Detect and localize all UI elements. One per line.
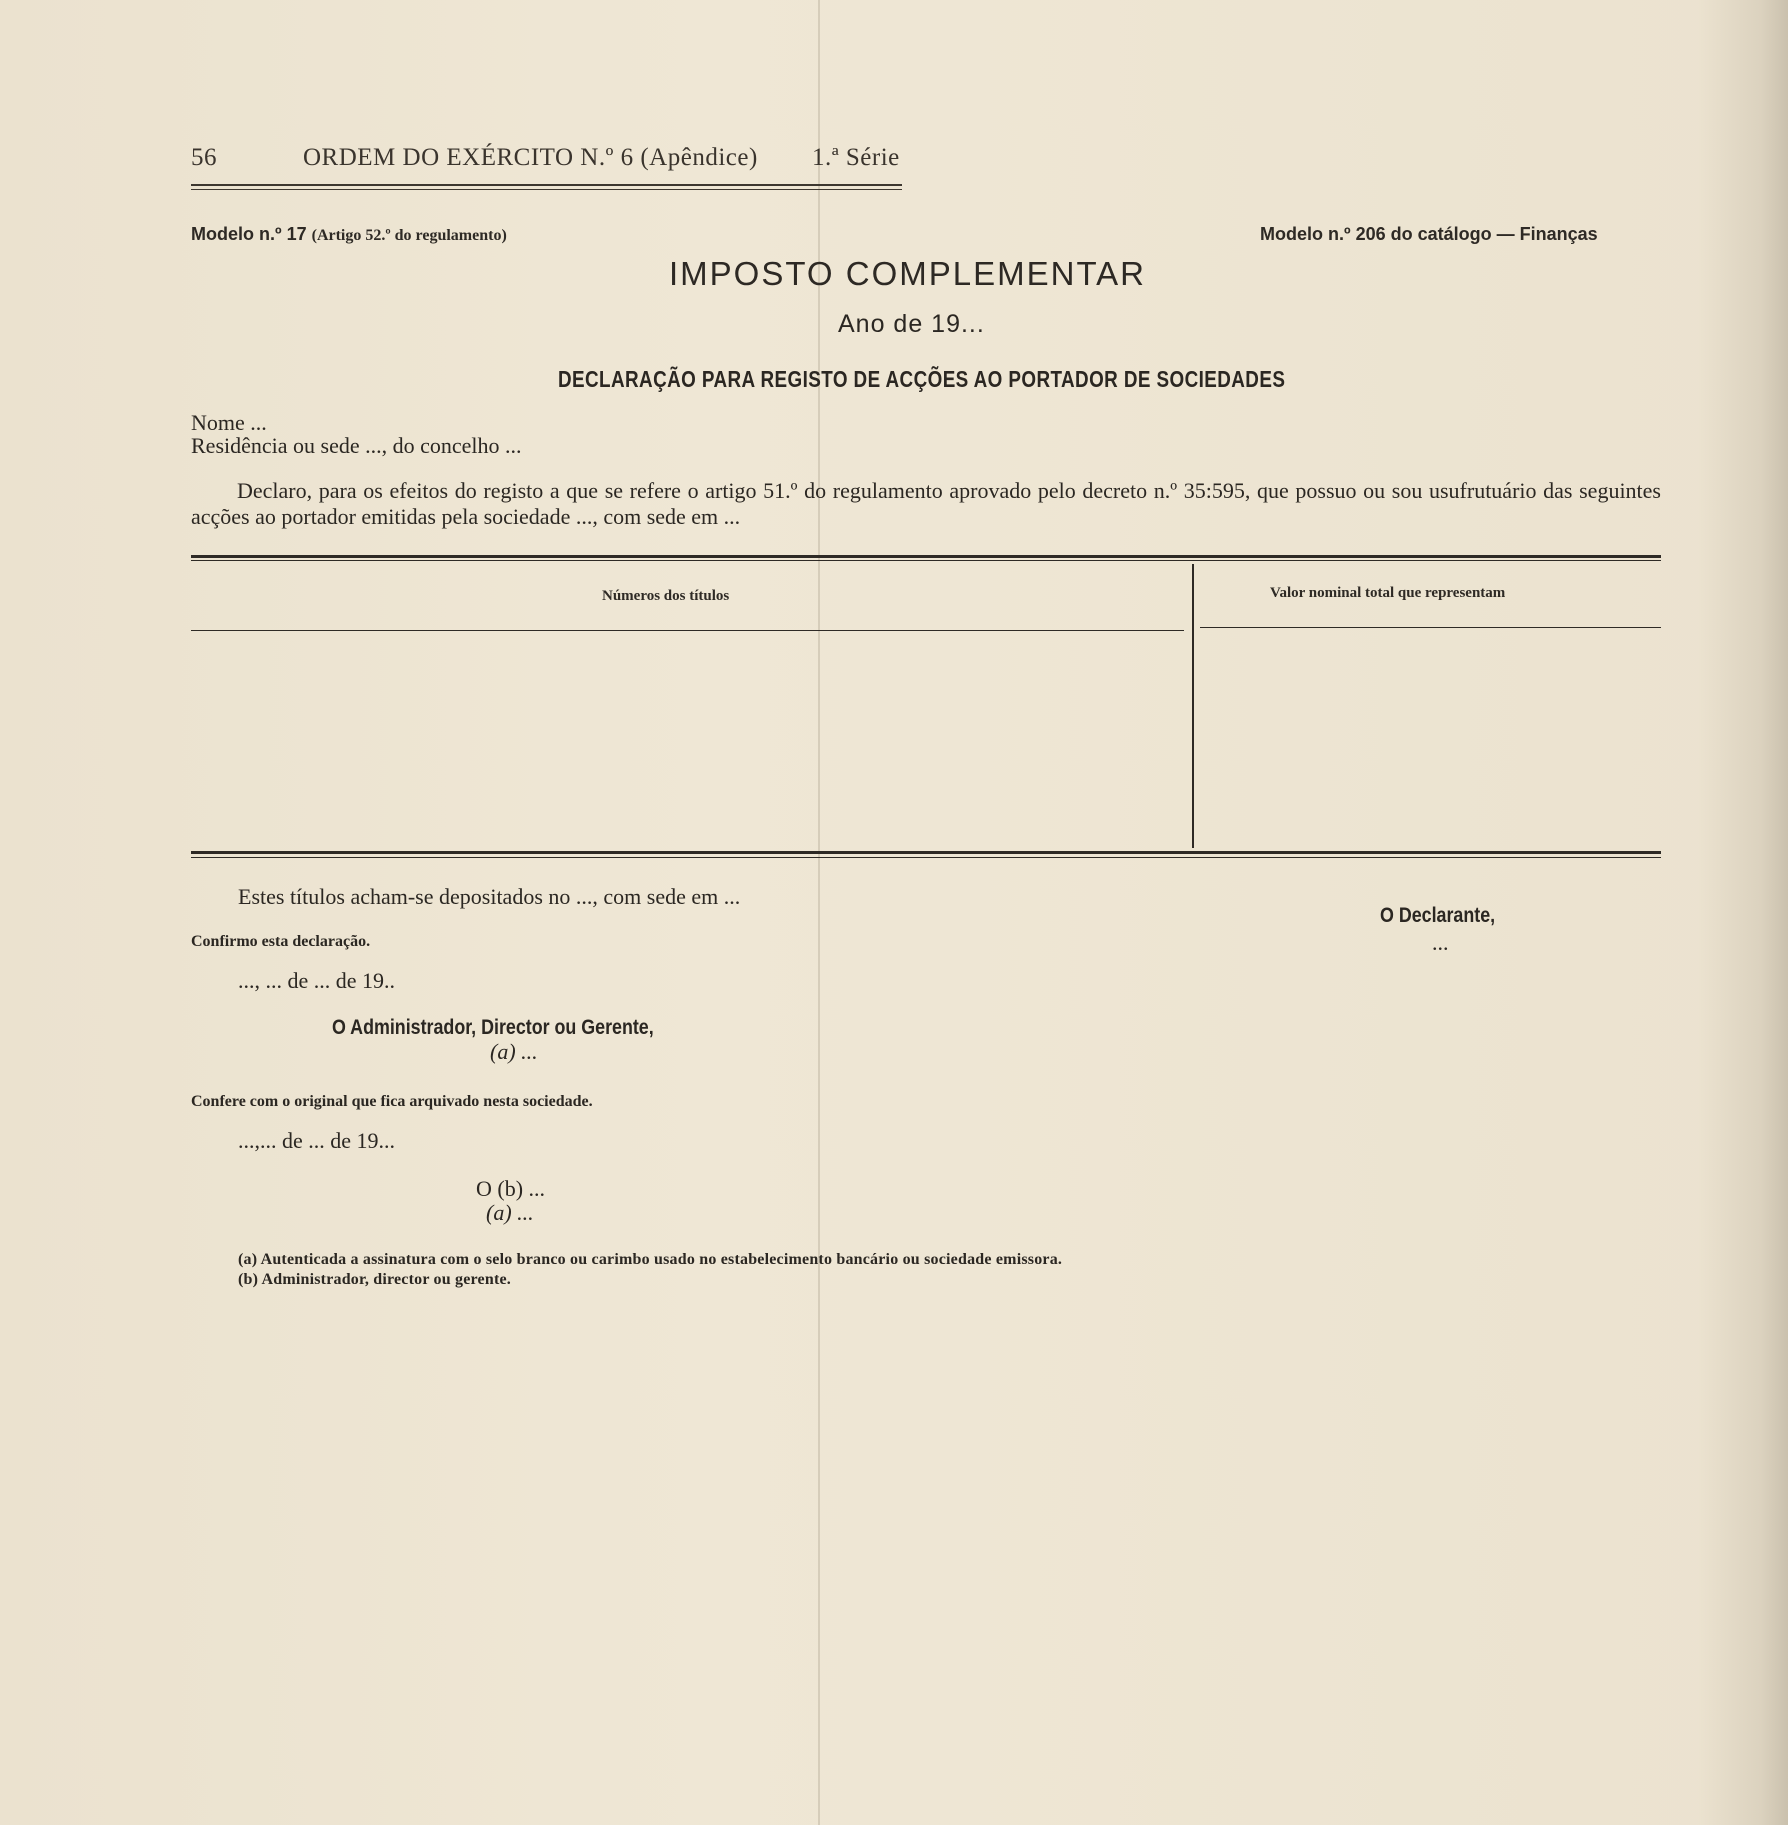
- declarant-signature: ...: [1432, 930, 1449, 955]
- table-column-divider: [1192, 564, 1194, 848]
- table-top-rule: [191, 555, 1661, 558]
- table-top-rule-thin: [191, 560, 1661, 561]
- header-rule: [191, 184, 902, 186]
- administrator-signature: (a) ...: [490, 1039, 538, 1064]
- confere-label: Confere com o original que fica arquivado nesta sociedade.: [191, 1093, 593, 1110]
- confere-date: ...,... de ... de 19...: [238, 1128, 396, 1153]
- modelo-left-ref: (Artigo 52.º do regulamento): [311, 227, 507, 244]
- header-rule-thin: [191, 189, 902, 190]
- table-header-rule-right: [1200, 627, 1661, 628]
- publication-series: 1.ª Série: [812, 144, 900, 171]
- table-header-rule-left: [191, 630, 1184, 631]
- column-header-numbers: Números dos títulos: [602, 588, 730, 604]
- modelo-right: Modelo n.º 206 do catálogo — Finanças: [1260, 224, 1598, 244]
- table-bottom-rule-thin: [191, 857, 1661, 858]
- residence-line: Residência ou sede ..., do concelho ...: [191, 433, 522, 458]
- modelo-left: [191, 224, 507, 245]
- modelo-left-number: Modelo n.º 17: [191, 224, 307, 244]
- name-line: Nome ...: [191, 410, 267, 435]
- official-b-signature: O (b) ...: [476, 1176, 546, 1201]
- official-a-signature: (a) ...: [486, 1200, 534, 1225]
- column-header-value: Valor nominal total que representam: [1270, 585, 1506, 601]
- declaration-paragraph: Declaro, para os efeitos do registo a que se refere o artigo 51.º do regulamento aprovado pelo decreto n.º 35:595, que possuo ou sou usufrutuário das seguintes acções ao portador emitidas pela sociedade ..., com sede em ...: [191, 478, 1661, 529]
- form-year: Ano de 19...: [838, 310, 985, 338]
- footnote-b: (b) Administrador, director ou gerente.: [238, 1271, 511, 1288]
- form-title: IMPOSTO COMPLEMENTAR: [669, 255, 1146, 292]
- administrator-label: O Administrador, Director ou Gerente,: [332, 1016, 654, 1039]
- declarant-label: O Declarante,: [1380, 904, 1496, 927]
- footnote-a: (a) Autenticada a assinatura com o selo branco ou carimbo usado no estabelecimento bancário ou sociedade emissora.: [238, 1251, 1063, 1268]
- table-bottom-rule: [191, 851, 1661, 854]
- page-number: 56: [191, 144, 217, 171]
- publication-title: ORDEM DO EXÉRCITO N.º 6 (Apêndice): [303, 144, 758, 171]
- page-edge-shadow: [1698, 0, 1788, 1825]
- declaration-title: DECLARAÇÃO PARA REGISTO DE ACÇÕES AO PORTADOR DE SOCIEDADES: [558, 366, 1286, 392]
- confirm-date: ..., ... de ... de 19..: [238, 968, 396, 993]
- deposited-line: Estes títulos acham-se depositados no ..., com sede em ...: [238, 884, 741, 909]
- confirm-label: Confirmo esta declaração.: [191, 933, 371, 950]
